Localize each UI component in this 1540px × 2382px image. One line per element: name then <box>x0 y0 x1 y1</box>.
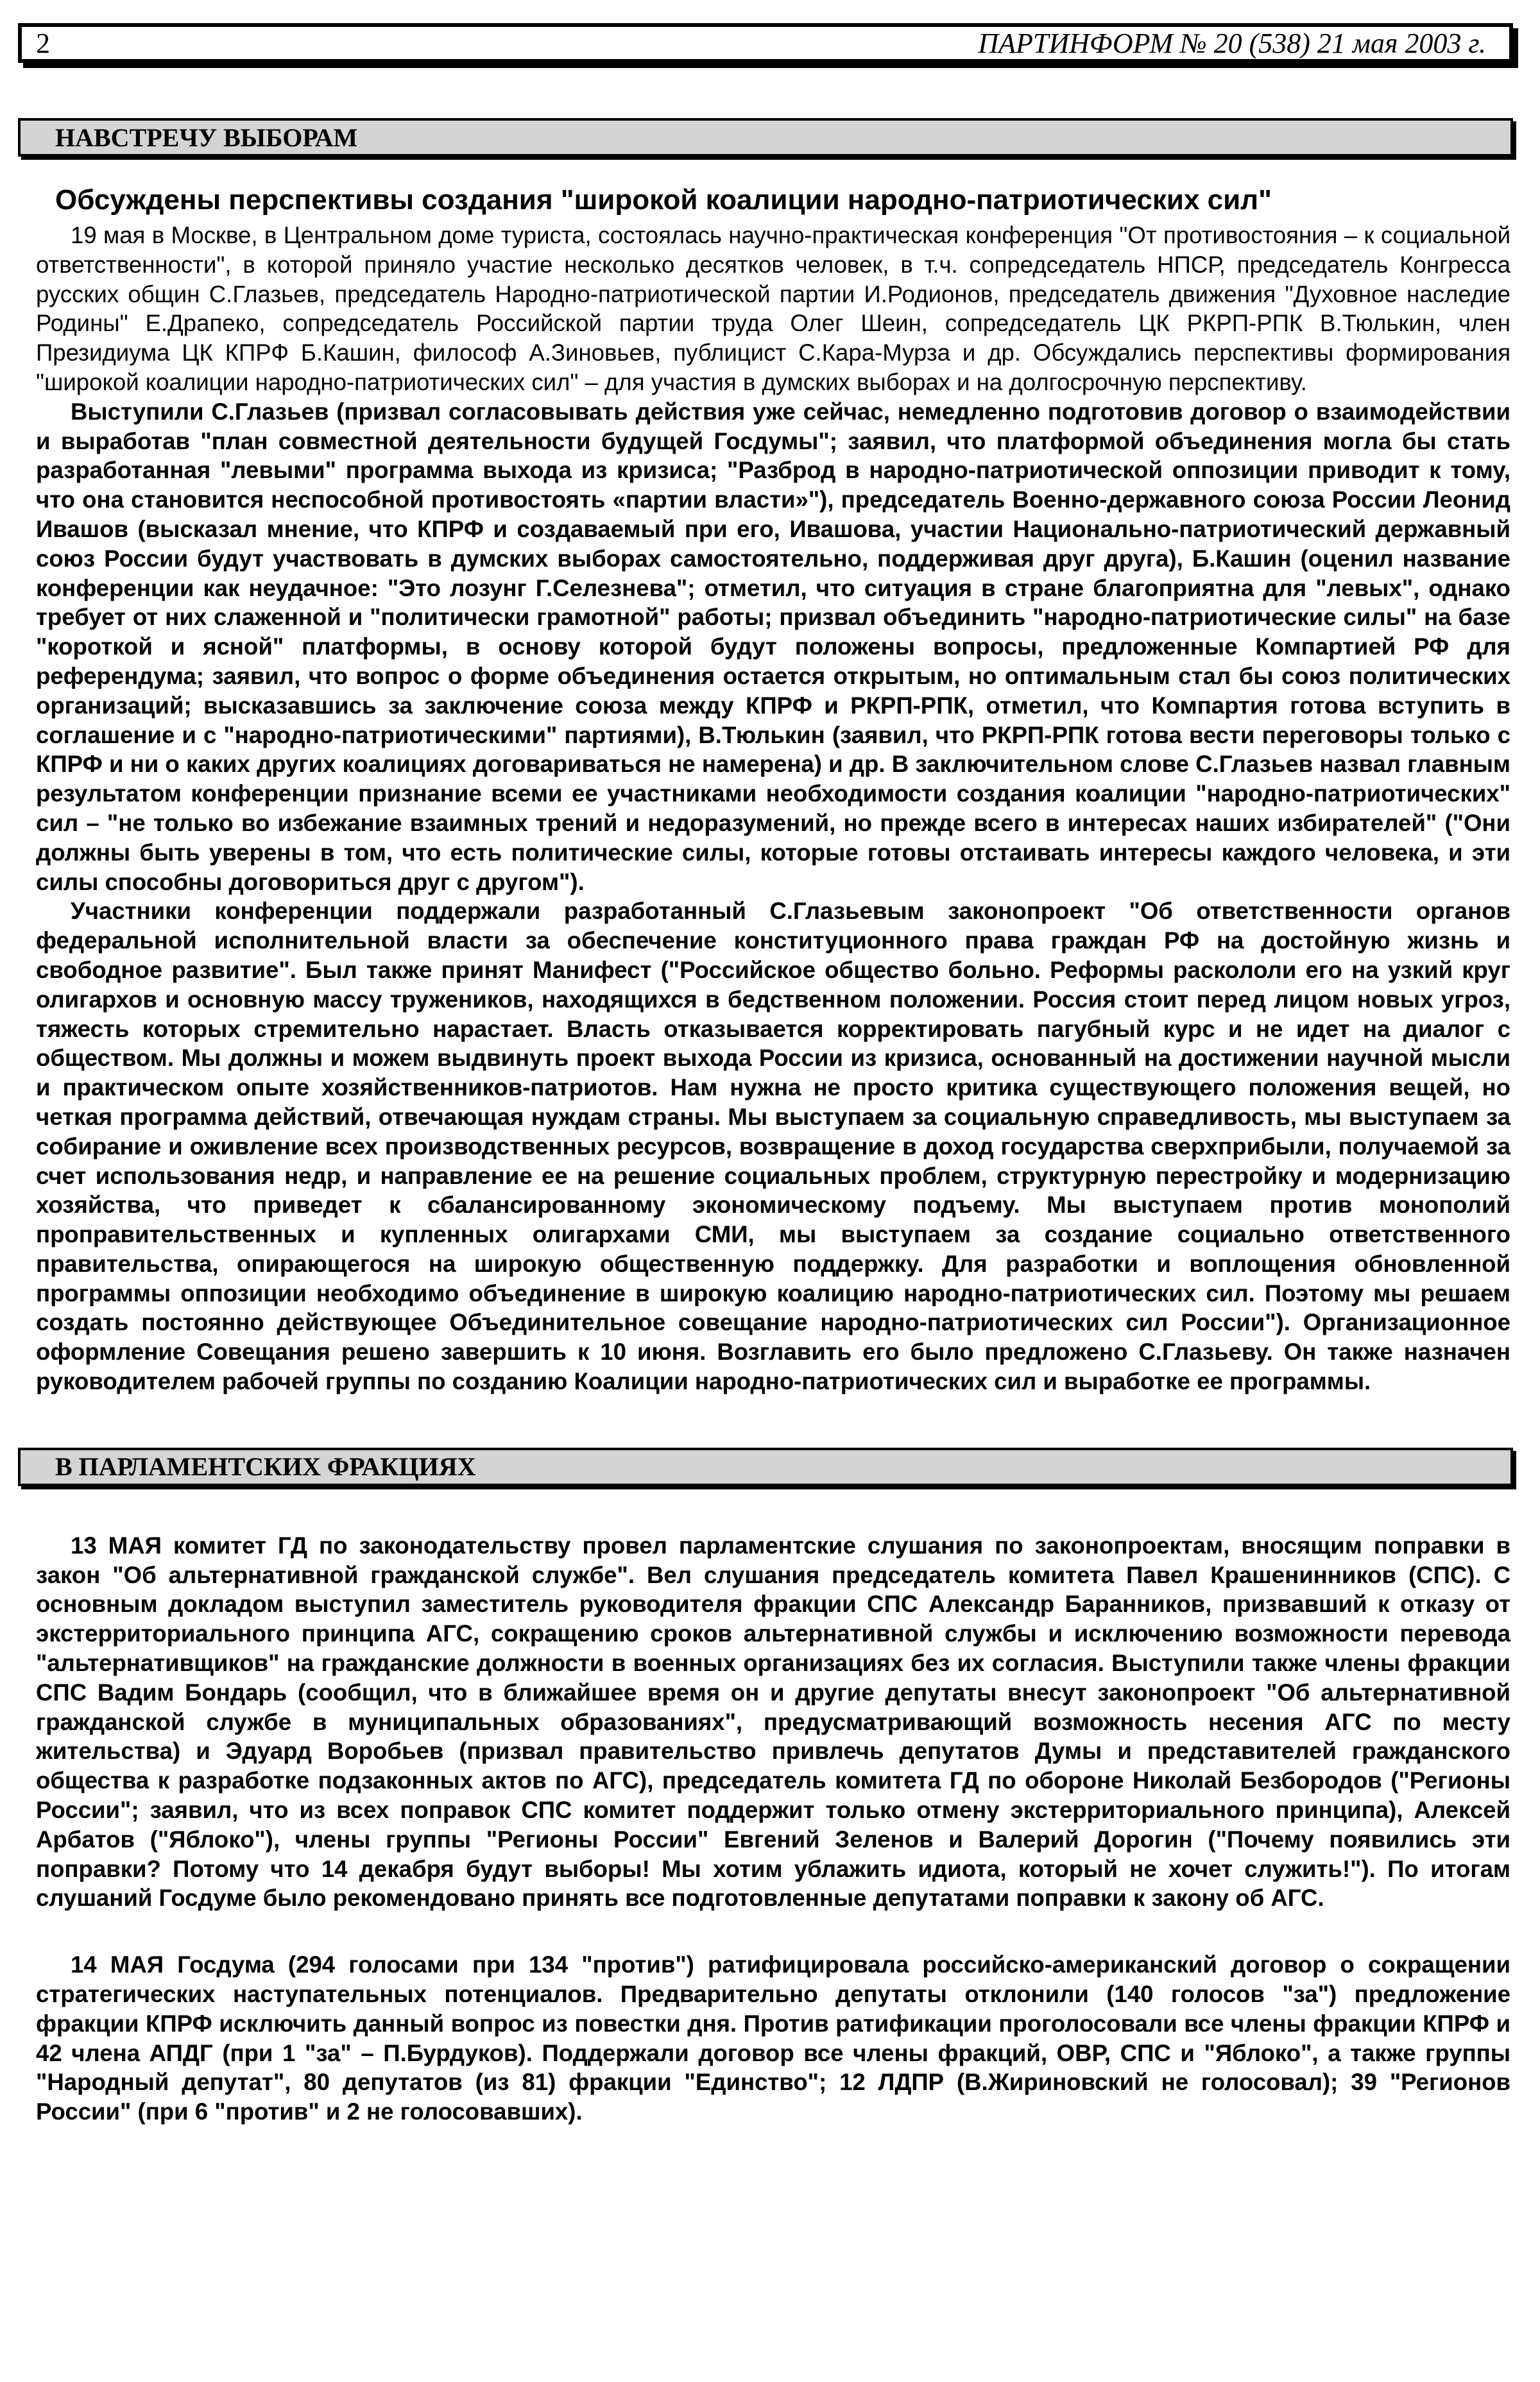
article-paragraph: 14 МАЯ Госдума (294 голосами при 134 "против") ратифицировала российско-американский договор о сокращении стратегических наступательных потенциалов. Предварительно депутаты отклонили (140 голосов "за") предложение фракции КПРФ исключить данный вопрос из повестки дня. Против ратификации проголосовали все члены фракции КПРФ и 42 члена АПДГ (при 1 "за" – П.Бурдуков). Поддержали договор все члены фракций, ОВР, СПС и "Яблоко", а также группы "Народный депутат", 80 депутатов (из 81) фракции "Единство"; 12 ЛДПР (В.Жириновский не голосовал); 39 "Регионов России" (при 6 "против" и 2 не голосовавших). <box>36 1951 1510 2125</box>
page-header <box>18 23 1513 63</box>
article-paragraph: Выступили С.Глазьев (призвал согласовывать действия уже сейчас, немедленно подготовив договор о взаимодействии и выработав "план совместной деятельности будущей Госдумы"; заявил, что платформой объединения могла бы стать разработанная "левыми" программа выхода из кризиса; "Разброд в народно-патриотической оппозиции приводит к тому, что она становится неспособной противостоять «партии власти»"), председатель Военно-державного союза России Леонид Ивашов (высказал мнение, что КПРФ и создаваемый при его, Ивашова, участии Национально-патриотический державный союз России будут участвовать в думских выборах самостоятельно, поддерживая друг друга), Б.Кашин (оценил название конференции как неудачное: "Это лозунг Г.Селезнева"; отметил, что ситуация в стране благоприятна для "левых", однако требует от них слаженной и "политически грамотной" работы; призвал объединить "народно-патриотические силы" на базе "короткой и ясной" платформы, в основу которой будут положены вопросы, предложенные Компартией РФ для референдума; заявил, что вопрос о форме объединения остается открытым, но оптимальным стал бы союз политических организаций; высказавшись за заключение союза между КПРФ и РКРП-РПК, отметил, что Компартия готова вступить в соглашение и с "народно-патриотическими" партиями), В.Тюлькин (заявил, что РКРП-РПК готова вести переговоры только с КПРФ и ни о каких других коалициях договариваться не намерена) и др. В заключительном слове С.Глазьев назвал главным результатом конференции признание всеми ее участниками необходимости создания коалиции "народно-патриотических" сил – "не только во избежание взаимных трений и недоразумений, но прежде всего в интересах наших избирателей" ("Они должны быть уверены в том, что есть политические силы, которые готовы отстаивать интересы каждого человека, и эти силы способны договориться друг с другом"). <box>36 398 1510 895</box>
section-heading-text: НАВСТРЕЧУ ВЫБОРАМ <box>55 123 358 152</box>
newspaper-page <box>18 23 1513 2127</box>
article-paragraph: Участники конференции поддержали разработанный С.Глазьевым законопроект "Об ответственности органов федеральной исполнительной власти за обеспечение конституционного права граждан РФ на достойную жизнь и свободное развитие". Был также принят Манифест ("Российское общество больно. Реформы раскололи его на узкий круг олигархов и основную массу тружеников, находящихся в бедственном положении. Россия стоит перед лицом новых угроз, тяжесть которых стремительно нарастает. Власть отказывается корректировать пагубный курс и не идет на диалог с обществом. Мы должны и можем выдвинуть проект выхода России из кризиса, основанный на достижении научной мысли и практическом опыте хозяйственников-патриотов. Нам нужна не просто критика существующего положения вещей, но четкая программа действий, отвечающая нуждам страны. Мы выступаем за социальную справедливость, мы выступаем за собирание и оживление всех производственных ресурсов, возвращение в доход государства сверхприбыли, получаемой за счет использования недр, и направление ее на решение социальных проблем, структурную перестройку и модернизацию хозяйства, что приведет к сбалансированному экономическому подъему. Мы выступаем против монополий проправительственных и купленных олигархами СМИ, мы выступаем за создание социально ответственного правительства, опирающегося на широкую общественную поддержку. Для разработки и воплощения обновленной программы оппозиции необходимо объединение в широкую коалицию народно-патриотических сил. Поэтому мы решаем создать постоянно действующее Объединительное совещание народно-патриотических сил России"). Организационное оформление Совещания решено завершить к 10 июня. Возглавить его было предложено С.Глазьеву. Он также назначен руководителем рабочей группы по созданию Коалиции народно-патриотических сил и выработке ее программы. <box>36 898 1510 1395</box>
article-title: Обсуждены перспективы создания "широкой коалиции народно-патриотических сил" <box>55 184 1272 216</box>
page-number: 2 <box>36 27 50 59</box>
section-heading-elections <box>18 118 1513 157</box>
publication-info: ПАРТИНФОРМ № 20 (538) 21 мая 2003 г. <box>978 27 1486 59</box>
section-heading-parliament <box>18 1448 1513 1486</box>
article-paragraph: 13 МАЯ комитет ГД по законодательству провел парламентские слушания по законопроектам, вносящим поправки в закон "Об альтернативной гражданской службе". Вел слушания председатель комитета Павел Крашенинников (СПС). С основным докладом выступил заместитель руководителя фракции СПС Александр Баранников, призвавший к отказу от экстерриториального принципа АГС, сокращению сроков альтернативной службы и исключению возможности перевода "альтернативщиков" на гражданские должности в военных организациях без их согласия. Выступили также члены фракции СПС Вадим Бондарь (сообщил, что в ближайшее время он и другие депутаты внесут законопроект "Об альтернативной гражданской службе в муниципальных образованиях", предусматривающий возможность несения АГС по месту жительства) и Эдуард Воробьев (призвал правительство привлечь депутатов Думы и представителей гражданского общества к разработке подзаконных актов по АГС), председатель комитета ГД по обороне Николай Безбородов ("Регионы России"; заявил, что из всех поправок СПС комитет поддержит только отмену экстерриториального принципа), Алексей Арбатов ("Яблоко"), члены группы "Регионы России" Евгений Зеленов и Валерий Дорогин ("Почему появились эти поправки? Потому что 14 декабря будут выборы! Мы хотим ублажить идиота, который не хочет служить!"). По итогам слушаний Госдуме было рекомендовано принять все подготовленные депутатами поправки к закону об АГС. <box>36 1532 1510 1912</box>
section-heading-text: В ПАРЛАМЕНТСКИХ ФРАКЦИЯХ <box>55 1452 476 1482</box>
article-paragraph: 19 мая в Москве, в Центральном доме туриста, состоялась научно-практическая конференция "От противостояния – к социальной ответственности", в которой приняло участие несколько десятков человек, в т.ч. сопредседатель НПСР, председатель Конгресса русских общин С.Глазьев, председатель Народно-патриотической партии И.Родионов, председатель движения "Духовное наследие Родины" Е.Драпеко, сопредседатель Российской партии труда Олег Шеин, сопредседатель ЦК РКРП-РПК В.Тюлькин, член Президиума ЦК КПРФ Б.Кашин, философ А.Зиновьев, публицист С.Кара-Мурза и др. Обсуждались перспективы формирования "широкой коалиции народно-патриотических сил" – для участия в думских выборах и на долгосрочную перспективу. <box>36 222 1510 395</box>
